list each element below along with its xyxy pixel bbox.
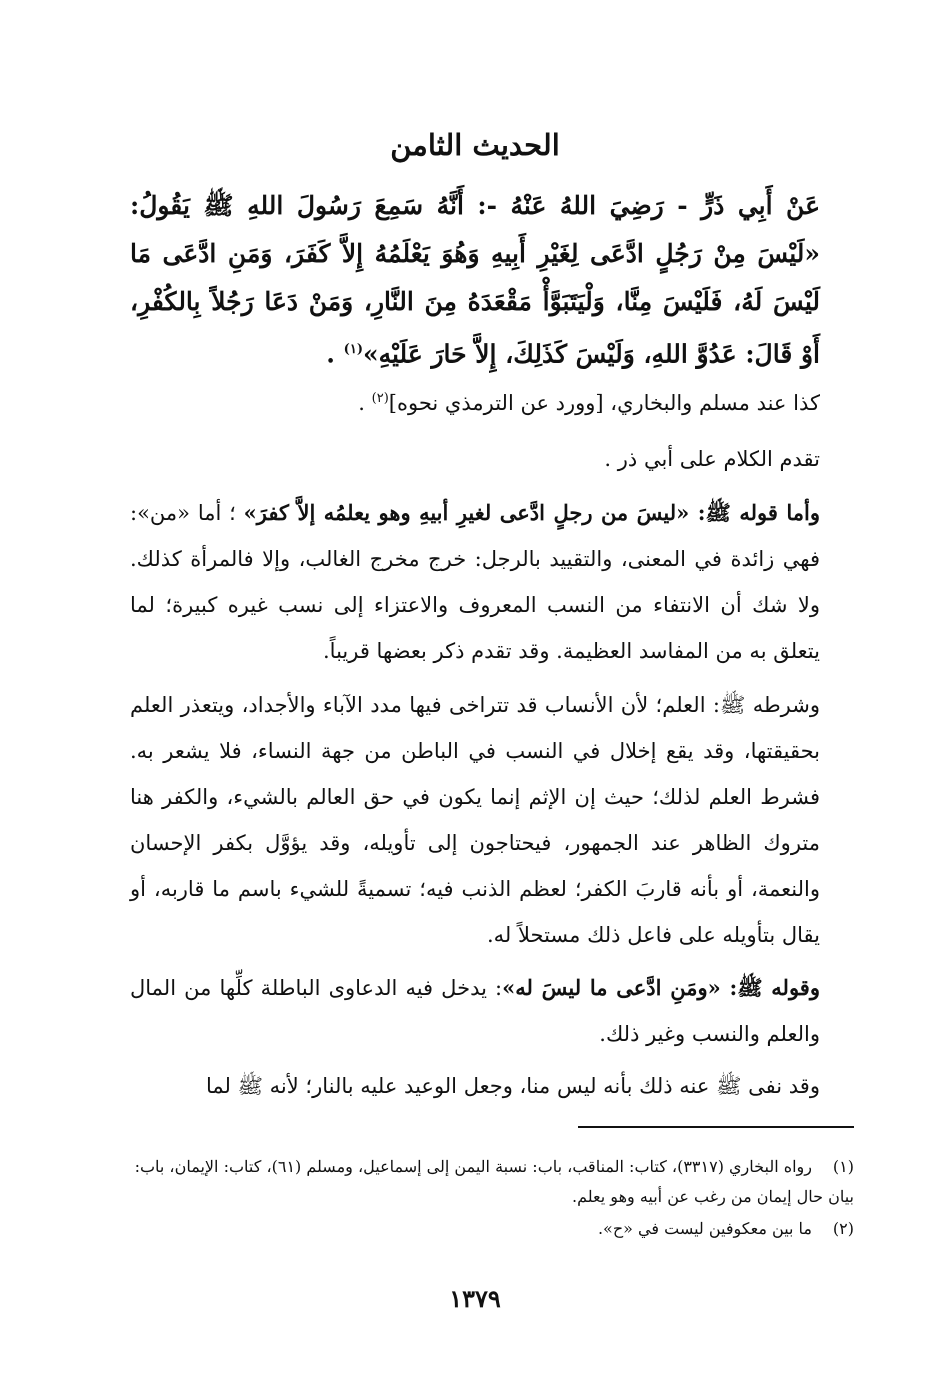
commentary-paragraph-3 bbox=[130, 965, 820, 1057]
narrator-paragraph: تقدم الكلام على أبي ذر . bbox=[604, 447, 820, 471]
commentary-paragraph-1 bbox=[130, 490, 820, 674]
footnote-1-number: (١) bbox=[832, 1157, 854, 1176]
footnote-2-number: (٢) bbox=[832, 1219, 854, 1238]
footnote-1-text: رواه البخاري (٣٣١٧)، كتاب: المناقب، باب: نسبة اليمن إلى إسماعيل، ومسلم (٦١)، كتاب: الإيمان، باب: بيان حال إيمان من رغب عن أبيه وهو يعلم. bbox=[134, 1157, 854, 1206]
hadith-text bbox=[130, 182, 820, 378]
commentary-3-text: : يدخل فيه الدعاوى الباطلة كلِّها من المال والعلم والنسب وغير ذلك. bbox=[130, 976, 820, 1046]
commentary-1-lead: وأما قوله ﷺ: «ليسَ من رجلٍ ادَّعى لغيرِ أبيهِ وهو يعلمُه إلاَّ كفرَ» bbox=[243, 500, 820, 525]
footnote-2 bbox=[130, 1214, 854, 1244]
footnote-ref-2: (٢) bbox=[371, 391, 389, 406]
source-text: كذا عند مسلم والبخاري، [وورد عن الترمذي نحوه] bbox=[388, 391, 820, 415]
hadith-end: . bbox=[326, 339, 344, 369]
footnote-2-text: ما بين معكوفين ليست في «ح». bbox=[597, 1219, 812, 1238]
commentary-paragraph-2: وشرطه ﷺ: العلم؛ لأن الأنساب قد تتراخى فيها مدد الآباء والأجداد، ويتعذر العلم بحقيقتها، وقد يقع إخلال في النسب في الباطن من جهة النساء، فلا يشعر به. فشرط العلم لذلك؛ حيث إن الإثم إنما يكون في حق العالم بالشيء، والكفر هنا متروك الظاهر عند الجمهور، فيحتاجون إلى تأويله، وقد يؤوَّل بكفر الإحسان والنعمة، أو بأنه قاربَ الكفر؛ لعظم الذنب فيه؛ تسميةً للشيء باسم ما قاربه، أو يقال بتأويله على فاعل ذلك مستحلاً له. bbox=[130, 693, 820, 947]
page-number: ١٣٧٩ bbox=[449, 1284, 501, 1313]
commentary-1-text: ؛ أما «من»: فهي زائدة في المعنى، والتقييد بالرجل: خرج مخرج الغالب، وإلا فالمرأة كذلك. ولا شك أن الانتفاء من النسب المعروف والاعتزاء إلى نسب غيره كبيرة؛ لما يتعلق به من المفاسد العظيمة. وقد تقدم ذكر بعضها قريباً. bbox=[130, 501, 820, 663]
source-paragraph bbox=[300, 376, 820, 426]
source-end: . bbox=[358, 391, 372, 415]
footnote-ref-1: (١) bbox=[343, 342, 363, 357]
commentary-3-lead: وقوله ﷺ: «ومَنِ ادَّعى ما ليسَ له» bbox=[502, 975, 820, 1000]
footnote-divider bbox=[578, 1126, 854, 1128]
page-title: الحديث الثامن bbox=[390, 128, 560, 162]
commentary-paragraph-4: وقد نفى ﷺ عنه ذلك بأنه ليس منا، وجعل الوعيد عليه بالنار؛ لأنه ﷺ لما bbox=[206, 1074, 820, 1098]
footnote-1 bbox=[130, 1152, 854, 1212]
hadith-body: عَنْ أَبِي ذَرٍّ - رَضِيَ اللهُ عَنْهُ -: أَنَّهُ سَمِعَ رَسُولَ اللهِ ﷺ يَقُولُ: «لَيْسَ مِنْ رَجُلٍ ادَّعَى لِغَيْرِ أَبِيهِ وَهُوَ يَعْلَمُهُ إِلاَّ كَفَرَ، وَمَنِ ادَّعَى مَا لَيْسَ لَهُ، فَلَيْسَ مِنَّا، وَلْيَتَبَوَّأْ مَقْعَدَهُ مِنَ النَّارِ، وَمَنْ دَعَا رَجُلاً بِالكُفْرِ، أَوْ قَالَ: عَدُوَّ اللهِ، وَلَيْسَ كَذَلِكَ، إِلاَّ حَارَ عَلَيْهِ» bbox=[130, 191, 821, 369]
